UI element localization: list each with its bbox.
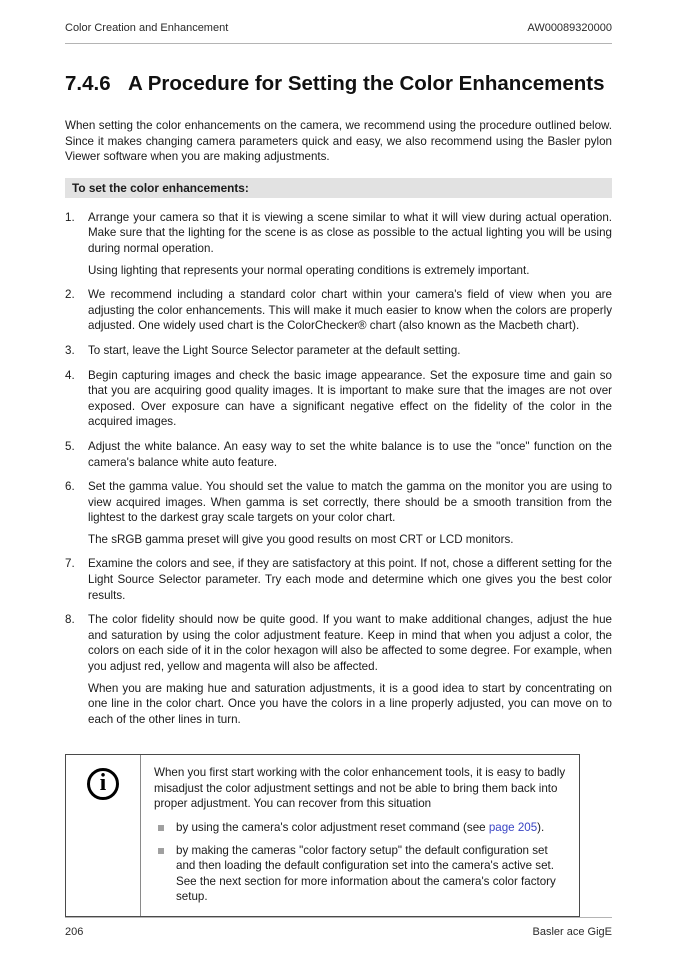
procedure-steps: [65, 201, 612, 728]
step-number: 4.: [65, 368, 75, 382]
step-number: 7.: [65, 557, 75, 571]
footer-page-number: 206: [65, 926, 84, 939]
square-bullet-icon: [158, 848, 164, 854]
bullet-text-pre: by using the camera's color adjustment reset command (see: [176, 821, 489, 835]
step-paragraph: The color fidelity should now be quite good. If you want to make additional changes, adjust the hue and saturation by using the color adjustment feature. Keep in mind that when you adjust a color, the colors on each side of it in the color hexagon will also be affected to some degree. For example, when you adjust red, yellow and magenta will also be affected.: [88, 613, 612, 674]
info-icon: i: [87, 768, 119, 800]
step-paragraph: Begin capturing images and check the basic image appearance. Set the exposure time and gain so that you are acquiring good quality images. It is important to make sure that the images are not over exposed. Over exposure can have a significant negative effect on the fidelity of the color in the acquired images.: [88, 368, 612, 429]
square-bullet-icon: [158, 825, 164, 831]
step-paragraph: We recommend including a standard color chart within your camera's field of view when you are adjusting the color enhancements. This will make it much easier to know when the colors are properly adjusted. One widely used chart is the ColorChecker® chart (also known as the Macbeth chart).: [88, 288, 612, 333]
intro-paragraph: When setting the color enhancements on the camera, we recommend using the procedure outlined below. Since it makes changing camera parameters quick and easy, we also recommend using the Basler pylon Viewer software when you are making adjustments.: [65, 119, 612, 164]
header-rule: [65, 43, 612, 44]
note-text: [141, 755, 579, 916]
footer-rule: [65, 917, 612, 918]
step-paragraph: Set the gamma value. You should set the value to match the gamma on the monitor you are using to view acquired images. When gamma is set correctly, there should be a smooth transition from the lightest to the darkest gray scale targets on your color chart.: [88, 480, 612, 525]
step-number: 1.: [65, 210, 75, 224]
step-number: 6.: [65, 480, 75, 494]
section-number: 7.4.6: [65, 72, 111, 95]
note-bullet-text: [176, 820, 544, 835]
footer-product-name: Basler ace GigE: [532, 926, 612, 939]
note-box: [65, 754, 580, 917]
step-item: [65, 479, 612, 547]
step-item: [65, 368, 612, 430]
step-number: 5.: [65, 439, 75, 453]
step-item: [65, 439, 612, 470]
bullet-text-post: ).: [537, 821, 545, 835]
step-item: [65, 612, 612, 727]
note-bullet: [154, 843, 566, 904]
step-paragraph: Using lighting that represents your normal operating conditions is extremely important.: [88, 263, 530, 277]
step-paragraph: Examine the colors and see, if they are satisfactory at this point. If not, chose a different setting for the Light Source Selector parameter. Try each mode and determine which one gives you the best color results.: [88, 557, 612, 602]
note-bullet: [154, 820, 566, 835]
note-icon-cell: [66, 755, 141, 916]
step-paragraph: When you are making hue and saturation adjustments, it is a good idea to start by concentrating on one line in the color chart. Once you have the colors in a line properly adjusted, you can move on to each of the other lines in turn.: [88, 681, 612, 726]
header-doc-number: AW00089320000: [527, 22, 612, 34]
step-paragraph: To start, leave the Light Source Selector parameter at the default setting.: [88, 343, 461, 357]
step-paragraph: The sRGB gamma preset will give you good results on most CRT or LCD monitors.: [88, 532, 514, 546]
step-number: 3.: [65, 343, 75, 357]
page-footer: [65, 926, 612, 968]
page-header: [65, 22, 612, 34]
step-paragraph: Arrange your camera so that it is viewing a scene similar to what it will view during actual operation. Make sure that the lighting for the scene is as close as possible to the actual lighting you will be using during normal operation.: [88, 210, 612, 255]
step-number: 8.: [65, 613, 75, 627]
procedure-subheading: To set the color enhancements:: [65, 178, 612, 198]
step-paragraph: Adjust the white balance. An easy way to set the white balance is to use the "once" function on the camera's balance white auto feature.: [88, 439, 612, 469]
step-item: [65, 556, 612, 603]
section-title: A Procedure for Setting the Color Enhancements: [128, 72, 605, 95]
note-intro: When you first start working with the color enhancement tools, it is easy to badly misadjust the color adjustment settings and not be able to bring them back into proper adjustment. You can recover from this situation: [154, 766, 566, 810]
section-heading: [65, 72, 612, 96]
note-bullet-text: by making the cameras "color factory setup" the default configuration set and then loading the default configuration set into the camera's active set. See the next section for more information about the camera's color factory setup.: [176, 844, 556, 903]
note-bullet-list: [154, 820, 566, 904]
step-item: [65, 343, 612, 359]
step-number: 2.: [65, 288, 75, 302]
step-item: [65, 210, 612, 278]
step-item: [65, 287, 612, 334]
header-doc-title: Color Creation and Enhancement: [65, 22, 229, 34]
page-205-link[interactable]: page 205: [488, 821, 538, 835]
